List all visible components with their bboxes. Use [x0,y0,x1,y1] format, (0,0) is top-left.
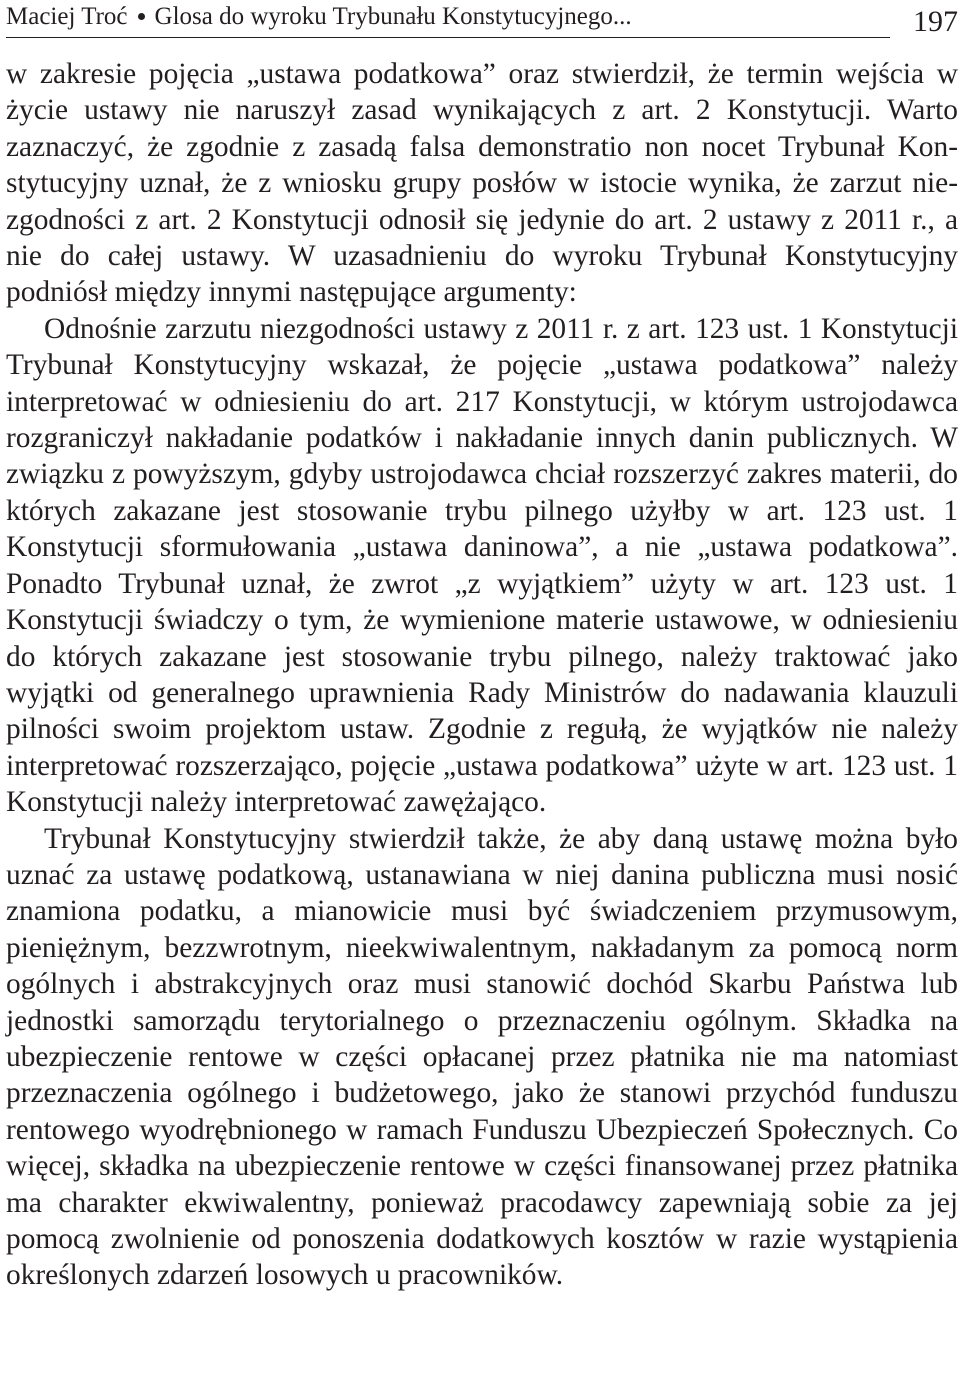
header-author: Maciej Troć [6,3,128,30]
paragraph-2: Odnośnie zarzutu niezgodności ustawy z 2011 r. z art. 123 ust. 1 Konstytucji Trybunał Konstytucyjny wskazał, że pojęcie „ustawa podatkowa” należy interpretować w odniesieniu do art. 217 Konstytucji, w którym ustrojodawca rozgraniczył nakładanie podatków i nakładanie innych danin publicznych. W związku z powyższym, gdyby ustrojodawca chciał rozszerzyć zakres materii, do których zakazane jest stosowanie trybu pilnego użyłby w art. 123 ust. 1 Konstytucji sformułowania „ustawa daninowa”, a nie „ustawa podatkowa”. Ponadto Trybunał uznał, że zwrot „z wyjątkiem” użyty w art. 123 ust. 1 Konstytucji świadczy o tym, że wymienione materie ustawowe, w odniesieniu do których zakazane jest stosowanie trybu pilnego, należy traktować jako wyjątki od generalnego uprawnienia Rady Ministrów do nadawania klauzuli pilności swoim projektom ustaw. Zgodnie z regułą, że wyjątków nie należy interpretować rozszerzająco, pojęcie „ustawa podatkowa” użyte w art. 123 ust. 1 Konstytucji należy interpretować zawężająco. [6,312,958,819]
running-head-text [6,2,632,32]
running-header [6,0,958,38]
page-number: 197 [913,5,958,38]
paragraph-3: Trybunał Konstytucyjny stwierdził także, że aby daną ustawę można było uznać za ustawę podatkową, ustanawiana w niej danina publiczna musi nosić znamiona podatku, a mianowicie musi być świadczeniem przymusowym, pieniężnym, bezzwrotnym, nieekwiwalentnym, nakładanym za pomocą norm ogólnych i abstrakcyjnych oraz musi stanowić dochód Skarbu Państwa lub jednostki samorządu terytorialnego o przeznaczeniu ogólnym. Składka na ubezpieczenie rentowe w części opłacanej przez płatnika nie ma natomiast przeznaczenia ogólnego i budżetowego, jako że stanowi przychód funduszu rentowego wyodrębnionego w ramach Funduszu Ubezpieczeń Społecznych. Co więcej, składka na ubezpieczenie rentowe w części finansowanej przez płatnika ma charakter ekwiwalentny, ponieważ pracodawcy zapewniają sobie za jej pomocą zwolnienie od ponoszenia dodatkowych kosztów w razie wystąpienia określonych zdarzeń losowych u pracowników. [6,822,958,1292]
header-rule [6,37,890,38]
document-page [6,0,958,1397]
body-text [6,56,958,1294]
paragraph-1: w zakresie pojęcia „ustawa podatkowa” oraz stwierdził, że termin wejścia w życie ustawy nie naruszył zasad wynikających z art. 2 Konstytucji. Warto zaznaczyć, że zgodnie z zasadą falsa demonstratio non nocet Trybunał Konstytucyjny uznał, że z wniosku grupy posłów w istocie wynika, że zarzut niezgodności z art. 2 Konstytucji odnosił się jedynie do art. 2 ustawy z 2011 r., a nie do całej ustawy. W uzasadnieniu do wyroku Trybunał Konstytucyjny podniósł między innymi następujące argumenty: [6,58,958,309]
bullet-separator-icon [138,13,145,20]
header-title: Glosa do wyroku Trybunału Konstytucyjnego... [154,3,632,30]
